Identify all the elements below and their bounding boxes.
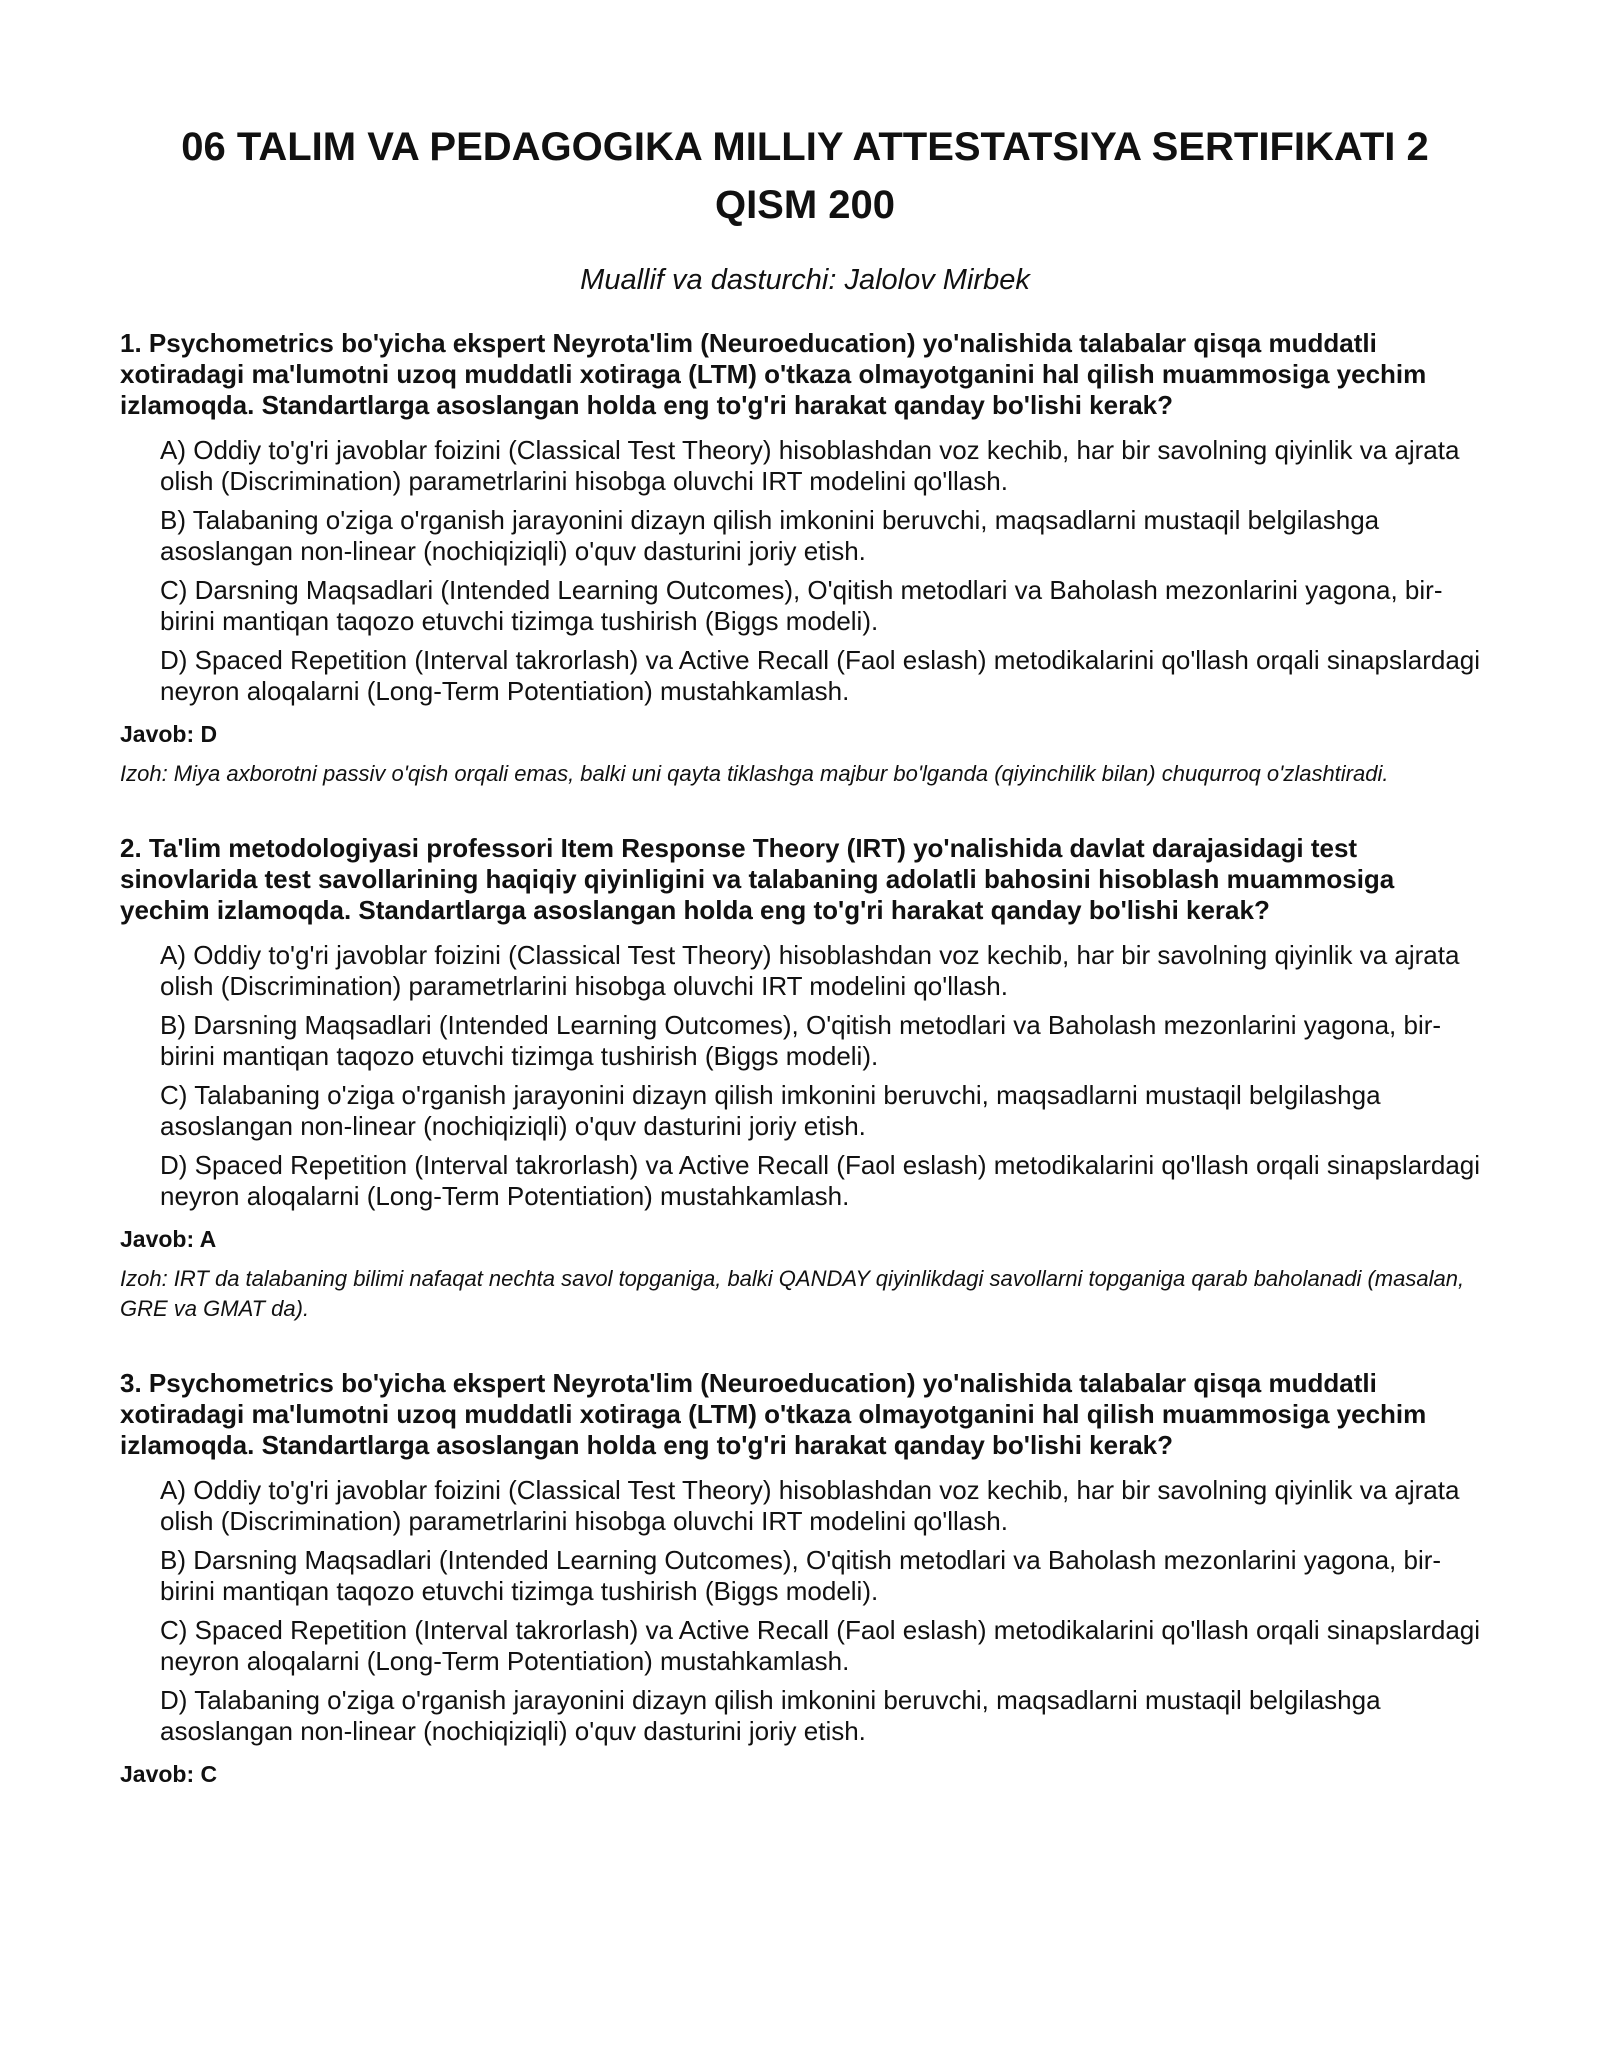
option-c: C) Darsning Maqsadlari (Intended Learning Outcomes), O'qitish metodlari va Baholash mezonlarini yagona, bir-birini mantiqan taqozo etuvchi tizimga tushirish (Biggs modeli). — [160, 575, 1443, 636]
option-list — [120, 1475, 1490, 1747]
option-a: A) Oddiy to'g'ri javoblar foizini (Classical Test Theory) hisoblashdan voz kechib, har bir savolning qiyinlik va ajrata olish (Discrimination) parametrlarini hisobga oluvchi IRT modelini qo'llash. — [160, 1475, 1460, 1536]
option-a: A) Oddiy to'g'ri javoblar foizini (Classical Test Theory) hisoblashdan voz kechib, har bir savolning qiyinlik va ajrata olish (Discrimination) parametrlarini hisobga oluvchi IRT modelini qo'llash. — [160, 940, 1460, 1001]
answer-label: Javob: A — [120, 1226, 217, 1252]
option-b: B) Talabaning o'ziga o'rganish jarayonini dizayn qilish imkonini beruvchi, maqsadlarni mustaqil belgilashga asoslangan non-linear (nochiqiziqli) o'quv dasturini joriy etish. — [160, 505, 1380, 566]
option-c: C) Talabaning o'ziga o'rganish jarayonini dizayn qilish imkonini beruvchi, maqsadlarni mustaqil belgilashga asoslangan non-linear (nochiqiziqli) o'quv dasturini joriy etish. — [160, 1080, 1381, 1141]
option-d: D) Spaced Repetition (Interval takrorlash) va Active Recall (Faol eslash) metodikalarini qo'llash orqali sinapslardagi neyron aloqalarni (Long-Term Potentiation) mustahkamlash. — [160, 1150, 1481, 1211]
explanation-note: Izoh: IRT da talabaning bilimi nafaqat nechta savol topganiga, balki QANDAY qiyinlikdagi savollarni topganiga qarab baholanadi (masalan, GRE va GMAT da). — [120, 1266, 1465, 1321]
question-1 — [120, 328, 1490, 789]
answer-label: Javob: C — [120, 1761, 218, 1787]
question-3 — [120, 1368, 1490, 1789]
question-2 — [120, 833, 1490, 1324]
question-text: 1. Psychometrics bo'yicha ekspert Neyrota'lim (Neuroeducation) yo'nalishida talabalar qisqa muddatli xotiradagi ma'lumotni uzoq muddatli xotiraga (LTM) o'tkaza olmayotganini hal qilish muammosiga yechim izlamoqda. Standartlarga asoslangan holda eng to'g'ri harakat qanday bo'lishi kerak? — [120, 328, 1427, 420]
option-b: B) Darsning Maqsadlari (Intended Learning Outcomes), O'qitish metodlari va Baholash mezonlarini yagona, bir-birini mantiqan taqozo etuvchi tizimga tushirish (Biggs modeli). — [160, 1010, 1442, 1071]
question-text: 2. Ta'lim metodologiyasi professori Item Response Theory (IRT) yo'nalishida davlat darajasidagi test sinovlarida test savollarining haqiqiy qiyinligini va talabaning adolatli bahosini hisoblash muammosiga yechim izlamoqda. Standartlarga asoslangan holda eng to'g'ri harakat qanday bo'lishi kerak? — [120, 833, 1395, 925]
option-b: B) Darsning Maqsadlari (Intended Learning Outcomes), O'qitish metodlari va Baholash mezonlarini yagona, bir-birini mantiqan taqozo etuvchi tizimga tushirish (Biggs modeli). — [160, 1545, 1442, 1606]
option-list — [120, 940, 1490, 1212]
document-page — [120, 118, 1490, 1833]
question-text: 3. Psychometrics bo'yicha ekspert Neyrota'lim (Neuroeducation) yo'nalishida talabalar qisqa muddatli xotiradagi ma'lumotni uzoq muddatli xotiraga (LTM) o'tkaza olmayotganini hal qilish muammosiga yechim izlamoqda. Standartlarga asoslangan holda eng to'g'ri harakat qanday bo'lishi kerak? — [120, 1368, 1427, 1460]
option-c: C) Spaced Repetition (Interval takrorlash) va Active Recall (Faol eslash) metodikalarini qo'llash orqali sinapslardagi neyron aloqalarni (Long-Term Potentiation) mustahkamlash. — [160, 1615, 1481, 1676]
answer-label: Javob: D — [120, 721, 218, 747]
explanation-note: Izoh: Miya axborotni passiv o'qish orqali emas, balki uni qayta tiklashga majbur bo'lganda (qiyinchilik bilan) chuqurroq o'zlashtiradi. — [120, 761, 1389, 786]
option-d: D) Talabaning o'ziga o'rganish jarayonini dizayn qilish imkonini beruvchi, maqsadlarni mustaqil belgilashga asoslangan non-linear (nochiqiziqli) o'quv dasturini joriy etish. — [160, 1685, 1381, 1746]
option-d: D) Spaced Repetition (Interval takrorlash) va Active Recall (Faol eslash) metodikalarini qo'llash orqali sinapslardagi neyron aloqalarni (Long-Term Potentiation) mustahkamlash. — [160, 645, 1481, 706]
option-list — [120, 435, 1490, 707]
document-author: Muallif va dasturchi: Jalolov Mirbek — [580, 264, 1030, 296]
document-title: 06 TALIM VA PEDAGOGIKA MILLIY ATTESTATSIYA SERTIFIKATI 2 QISM 200 — [181, 125, 1429, 227]
option-a: A) Oddiy to'g'ri javoblar foizini (Classical Test Theory) hisoblashdan voz kechib, har bir savolning qiyinlik va ajrata olish (Discrimination) parametrlarini hisobga oluvchi IRT modelini qo'llash. — [160, 435, 1460, 496]
